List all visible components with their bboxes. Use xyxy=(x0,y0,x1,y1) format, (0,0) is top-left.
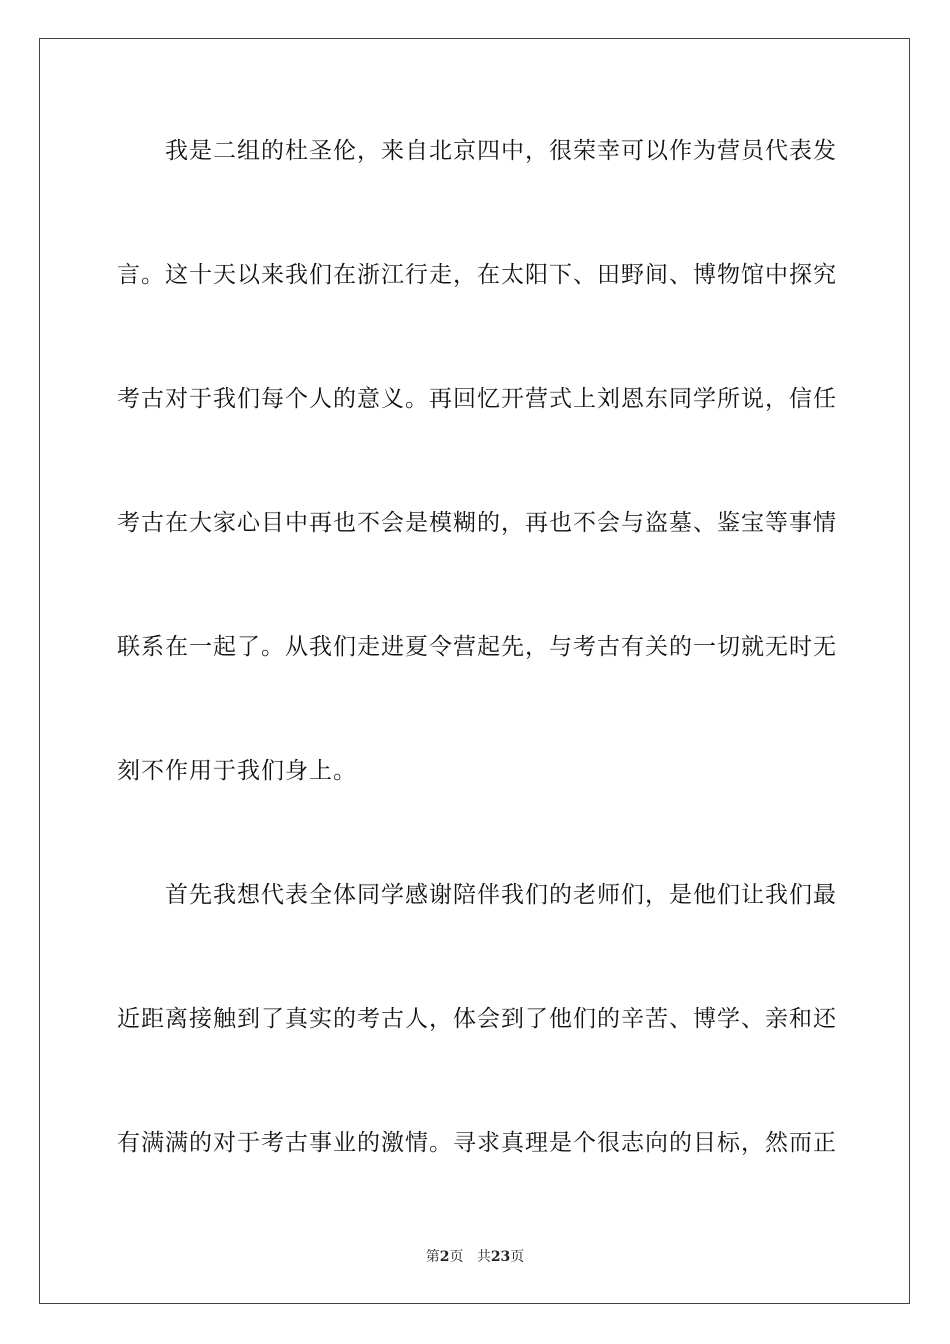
paragraph-1-line-5: 联系在一起了。从我们走进夏令营起先，与考古有关的一切就无时无 xyxy=(117,634,837,660)
total-prefix: 共 xyxy=(476,1249,491,1265)
paragraph-2-line-3: 有满满的对于考古事业的激情。寻求真理是个很志向的目标，然而正 xyxy=(117,1130,837,1156)
paragraph-2-line-2: 近距离接触到了真实的考古人，体会到了他们的辛苦、博学、亲和还 xyxy=(117,1006,837,1032)
paragraph-2-line-1: 首先我想代表全体同学感谢陪伴我们的老师们，是他们让我们最 xyxy=(165,882,837,908)
paragraph-1-line-2: 言。这十天以来我们在浙江行走，在太阳下、田野间、博物馆中探究 xyxy=(117,262,837,288)
total-suffix: 页 xyxy=(510,1249,525,1265)
total-pages: 23 xyxy=(490,1249,511,1265)
page-border xyxy=(39,38,910,1304)
paragraph-1-line-3: 考古对于我们每个人的意义。再回忆开营式上刘恩东同学所说，信任 xyxy=(117,386,837,412)
paragraph-1-line-6: 刻不作用于我们身上。 xyxy=(117,758,357,784)
page-prefix: 第 xyxy=(425,1249,440,1265)
page-footer xyxy=(0,1246,950,1266)
paragraph-1-line-1: 我是二组的杜圣伦，来自北京四中，很荣幸可以作为营员代表发 xyxy=(165,138,837,164)
page-number: 2 xyxy=(439,1249,450,1265)
paragraph-1-line-4: 考古在大家心目中再也不会是模糊的，再也不会与盗墓、鉴宝等事情 xyxy=(117,510,837,536)
page-suffix: 页 xyxy=(449,1249,464,1265)
